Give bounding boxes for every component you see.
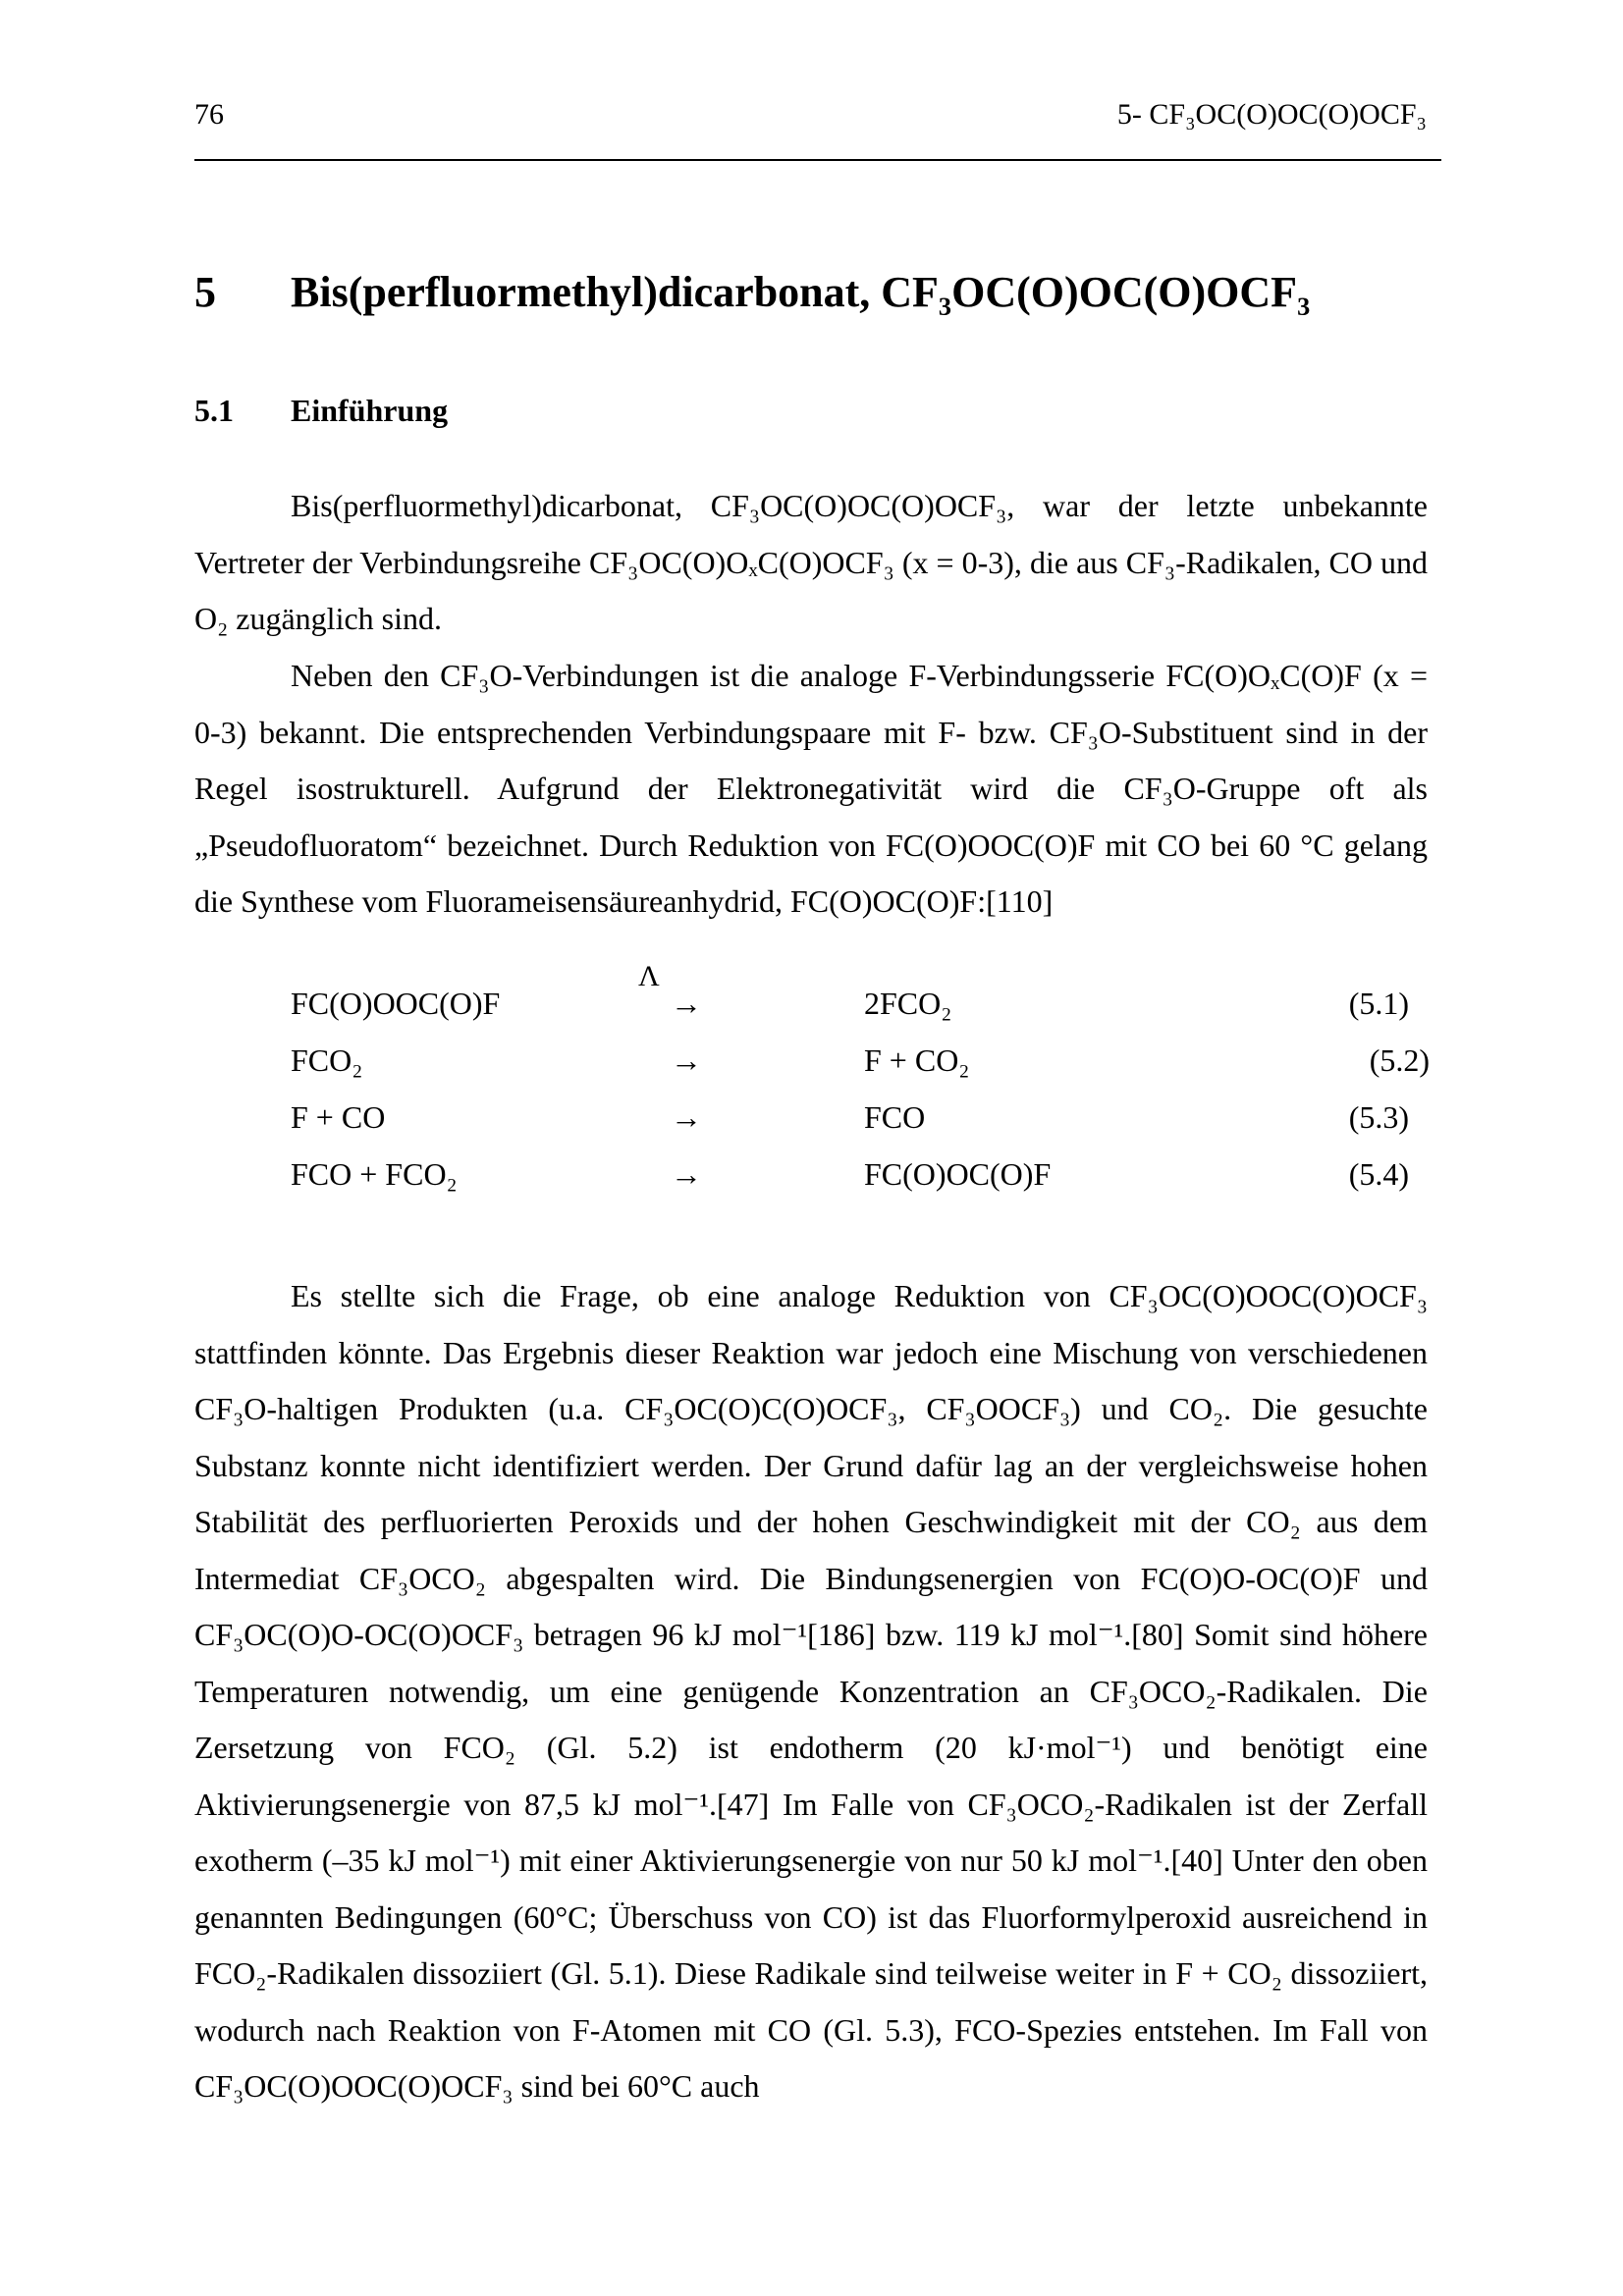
equation-lhs: FC(O)OOC(O)F xyxy=(291,986,501,1021)
equation-rhs: FCO xyxy=(864,1099,926,1135)
heat-delta-symbol: Λ xyxy=(638,960,660,992)
equation-rhs: F + CO₂ xyxy=(864,1042,970,1078)
paragraph-2 xyxy=(194,648,1428,931)
section-heading xyxy=(194,393,448,429)
paragraph-2-text: Neben den CF₃O-Verbindungen ist die analoge F-Verbindungsserie FC(O)OₓC(O)F (x = 0-3) bekannt. Die entsprechenden Verbindungspaare mit F- bzw. CF₃O-Substituent sind in der Regel isostrukturell. Aufgrund der Elektronegativität wird die CF₃O-Gruppe oft als „Pseudofluoratom“ bezeichnet. Durch Reduktion von FC(O)OOC(O)F mit CO bei 60 °C gelang die Synthese vom Fluorameisensäureanhydrid, FC(O)OC(O)F:[110] xyxy=(194,658,1428,919)
page-number: 76 xyxy=(194,98,224,131)
section-title: Einführung xyxy=(291,393,449,428)
equation-lhs: FCO + FCO₂ xyxy=(291,1156,458,1192)
paragraph-3 xyxy=(194,1268,1428,2115)
reaction-arrow-icon: → xyxy=(671,986,702,1021)
paragraph-3-text: Es stellte sich die Frage, ob eine analoge Reduktion von CF₃OC(O)OOC(O)OCF₃ stattfinden könnte. Das Ergebnis dieser Reaktion war jedoch eine Mischung von verschiedenen CF₃O-haltigen Produkten (u.a. CF₃OC(O)C(O)OCF₃, CF₃OOCF₃) und CO₂. Die gesuchte Substanz konnte nicht identifiziert werden. Der Grund dafür lag an der vergleichsweise hohen Stabilität des perfluorierten Peroxids und der hohen Geschwindigkeit mit der CO₂ aus dem Intermediat CF₃OCO₂ abgespalten wird. Die Bindungsenergien von FC(O)O-OC(O)F und CF₃OC(O)O-OC(O)OCF₃ betragen 96 kJ mol⁻¹[186] bzw. 119 kJ mol⁻¹.[80] Somit sind höhere Temperaturen notwendig, um eine genügende Konzentration an CF₃OCO₂-Radikalen. Die Zersetzung von FCO₂ (Gl. 5.2) ist endotherm (20 kJ·mol⁻¹) und benötigt eine Aktivierungsenergie von 87,5 kJ mol⁻¹.[47] Im Falle von CF₃OCO₂-Radikalen ist der Zerfall exotherm (–35 kJ mol⁻¹) mit einer Aktivierungsenergie von nur 50 kJ mol⁻¹.[40] Unter den oben genannten Bedingungen (60°C; Überschuss von CO) ist das Fluorformylperoxid ausreichend in FCO₂-Radikalen dissoziiert (Gl. 5.1). Diese Radikale sind teilweise weiter in F + CO₂ dissoziiert, wodurch nach Reaktion von F-Atomen mit CO (Gl. 5.3), FCO-Spezies entstehen. Im Fall von CF₃OC(O)OOC(O)OCF₃ sind bei 60°C auch xyxy=(194,1278,1428,2104)
equation-lhs: FCO₂ xyxy=(291,1042,363,1078)
chapter-title: Bis(perfluormethyl)dicarbonat, CF₃OC(O)OC(O)OCF₃ xyxy=(291,268,1311,316)
paragraph-1 xyxy=(194,478,1428,648)
equation-number: (5.3) xyxy=(1348,1099,1409,1135)
equation-rhs: FC(O)OC(O)F xyxy=(864,1156,1052,1192)
reaction-arrow-icon: → xyxy=(671,1156,702,1192)
reaction-arrow-icon: → xyxy=(671,1099,702,1135)
equation-rhs: 2FCO₂ xyxy=(864,986,952,1021)
equation-lhs: F + CO xyxy=(291,1099,386,1135)
equation-row xyxy=(0,986,1623,1041)
equation-number: (5.2) xyxy=(1369,1042,1430,1078)
header-divider xyxy=(194,159,1441,161)
chapter-number: 5 xyxy=(194,268,216,316)
equation-row xyxy=(0,1042,1623,1097)
equation-number: (5.1) xyxy=(1348,986,1409,1021)
running-title: 5- CF₃OC(O)OC(O)OCF₃ xyxy=(1116,98,1427,131)
equation-row xyxy=(0,1156,1623,1211)
equation-row xyxy=(0,1099,1623,1154)
chapter-heading xyxy=(194,267,1310,317)
equation-number: (5.4) xyxy=(1348,1156,1409,1192)
section-number: 5.1 xyxy=(194,393,234,428)
reaction-arrow-icon: → xyxy=(671,1042,702,1078)
paragraph-1-text: Bis(perfluormethyl)dicarbonat, CF₃OC(O)OC(O)OCF₃, war der letzte unbekannte Vertreter der Verbindungsreihe CF₃OC(O)OₓC(O)OCF₃ (x = 0-3), die aus CF₃-Radikalen, CO und O₂ zugänglich sind. xyxy=(194,488,1428,636)
